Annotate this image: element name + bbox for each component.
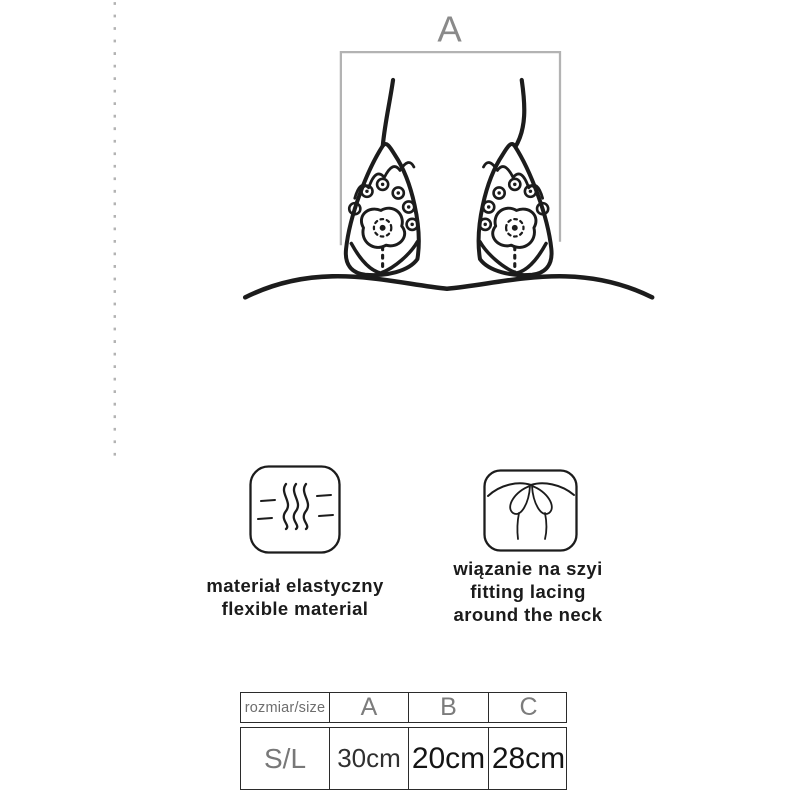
size-table-value-a: 30cm — [329, 728, 408, 789]
bra-strap-left — [383, 80, 393, 148]
size-table-column-c: C — [488, 693, 568, 722]
size-table-header-label: rozmiar/size — [244, 699, 326, 716]
caption-lacing-pl: wiązanie na szyi — [453, 558, 603, 579]
size-table-column-a: A — [329, 693, 408, 722]
bra-strap-right — [515, 80, 525, 148]
caption-lacing-en-2: around the neck — [453, 604, 603, 625]
dotted-frame-border — [115, 0, 800, 460]
size-table-value-b: 20cm — [408, 728, 488, 789]
bra-front-drawing — [245, 9, 652, 298]
bra-cup-right — [479, 144, 552, 275]
bra-underband-line — [245, 276, 652, 297]
flexible-material-icon — [249, 465, 341, 554]
neck-lacing-icon — [483, 469, 578, 552]
size-table-size-value: S/L — [263, 742, 307, 774]
caption-flexible-pl: materiał elastyczny — [206, 575, 384, 596]
measure-label-a: A — [437, 8, 464, 50]
size-table-data-row — [240, 727, 567, 790]
caption-lacing-en-1: fitting lacing — [470, 581, 586, 602]
size-table — [240, 692, 567, 790]
caption-flexible-en: flexible material — [221, 598, 369, 619]
bra-cup-left — [346, 144, 419, 275]
size-table-header-row — [240, 692, 567, 723]
size-table-column-b: B — [408, 693, 488, 722]
flexible-material-caption — [165, 574, 425, 620]
neck-lacing-caption — [408, 557, 648, 626]
size-table-value-c: 28cm — [488, 728, 568, 789]
